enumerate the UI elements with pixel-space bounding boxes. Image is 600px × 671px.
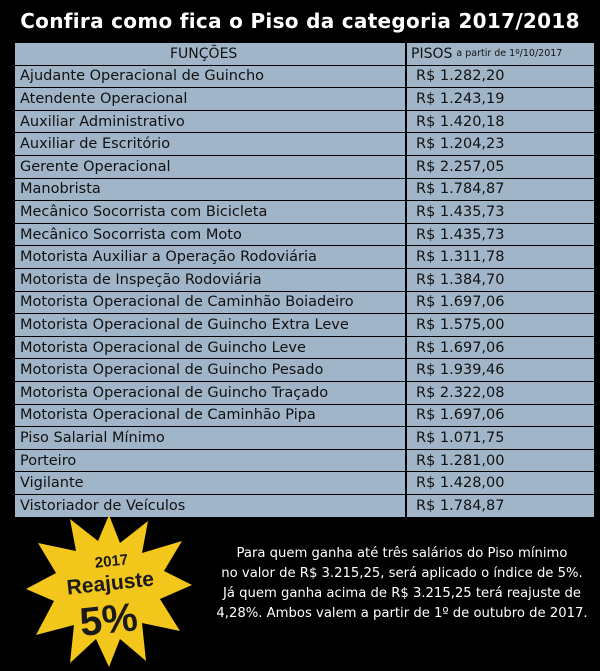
row-piso-value: R$ 1.384,70 [407, 269, 594, 291]
header-pisos [407, 43, 594, 65]
row-function: Porteiro [15, 450, 405, 472]
row-piso-value: R$ 2.257,05 [407, 156, 594, 178]
table-row [15, 450, 594, 472]
table-row [15, 427, 594, 449]
row-function: Manobrista [15, 179, 405, 201]
readjustment-note [212, 544, 592, 624]
row-piso-value: R$ 1.697,06 [407, 405, 594, 427]
row-function: Vistoriador de Veículos [15, 495, 405, 517]
badge-label: Reajuste [65, 567, 156, 600]
row-function: Motorista Auxiliar a Operação Rodoviária [15, 246, 405, 268]
row-piso-value: R$ 2.322,08 [407, 382, 594, 404]
row-piso-value: R$ 1.243,19 [407, 88, 594, 110]
row-piso-value: R$ 1.281,00 [407, 450, 594, 472]
row-function: Motorista Operacional de Caminhão Boiadeiro [15, 292, 405, 314]
row-function: Motorista Operacional de Guincho Traçado [15, 382, 405, 404]
reajuste-star-badge [24, 513, 194, 669]
table-row [15, 224, 594, 246]
header-pisos-date: a partir de 1º/10/2017 [456, 48, 563, 60]
badge-year: 2017 [94, 551, 130, 572]
row-piso-value: R$ 1.939,46 [407, 359, 594, 381]
row-function: Ajudante Operacional de Guincho [15, 66, 405, 88]
row-function: Auxiliar Administrativo [15, 111, 405, 133]
row-piso-value: R$ 1.428,00 [407, 472, 594, 494]
table-row [15, 88, 594, 110]
row-function: Motorista Operacional de Guincho Pesado [15, 359, 405, 381]
row-function: Mecânico Socorrista com Bicicleta [15, 201, 405, 223]
row-piso-value: R$ 1.575,00 [407, 314, 594, 336]
table-row [15, 359, 594, 381]
row-piso-value: R$ 1.204,23 [407, 133, 594, 155]
table-row [15, 179, 594, 201]
header-functions: FUNÇÕES [15, 43, 405, 65]
header-pisos-label: PISOS [411, 45, 453, 62]
table-row [15, 314, 594, 336]
row-piso-value: R$ 1.435,73 [407, 224, 594, 246]
row-function: Motorista Operacional de Guincho Leve [15, 337, 405, 359]
table-row [15, 292, 594, 314]
table-row [15, 405, 594, 427]
row-function: Mecânico Socorrista com Moto [15, 224, 405, 246]
row-function: Gerente Operacional [15, 156, 405, 178]
row-piso-value: R$ 1.282,20 [407, 66, 594, 88]
note-line: Já quem ganha acima de R$ 3.215,25 terá reajuste de [222, 586, 582, 601]
row-function: Vigilante [15, 472, 405, 494]
row-piso-value: R$ 1.420,18 [407, 111, 594, 133]
table-row [15, 111, 594, 133]
row-function: Motorista Operacional de Caminhão Pipa [15, 405, 405, 427]
table-row [15, 133, 594, 155]
row-function: Motorista de Inspeção Rodoviária [15, 269, 405, 291]
row-piso-value: R$ 1.784,87 [407, 179, 594, 201]
row-function: Atendente Operacional [15, 88, 405, 110]
table-row [15, 156, 594, 178]
row-piso-value: R$ 1.311,78 [407, 246, 594, 268]
row-piso-value: R$ 1.071,75 [407, 427, 594, 449]
badge-percent: 5% [77, 595, 140, 645]
table-row [15, 269, 594, 291]
table-row [15, 246, 594, 268]
row-piso-value: R$ 1.697,06 [407, 337, 594, 359]
page-title: Confira como fica o Piso da categoria 2017/2018 [20, 9, 580, 33]
table-header [15, 43, 594, 65]
row-piso-value: R$ 1.697,06 [407, 292, 594, 314]
row-piso-value: R$ 1.435,73 [407, 201, 594, 223]
table-row [15, 201, 594, 223]
note-line: no valor de R$ 3.215,25, será aplicado o índice de 5%. [221, 566, 583, 581]
salary-table [15, 43, 594, 517]
table-row [15, 472, 594, 494]
row-piso-value: R$ 1.784,87 [407, 495, 594, 517]
row-function: Motorista Operacional de Guincho Extra Leve [15, 314, 405, 336]
row-function: Auxiliar de Escritório [15, 133, 405, 155]
note-line: 4,28%. Ambos valem a partir de 1º de outubro de 2017. [216, 606, 588, 621]
table-row [15, 337, 594, 359]
table-row [15, 382, 594, 404]
note-line: Para quem ganha até três salários do Piso mínimo [236, 546, 568, 561]
row-function: Piso Salarial Mínimo [15, 427, 405, 449]
table-row [15, 66, 594, 88]
